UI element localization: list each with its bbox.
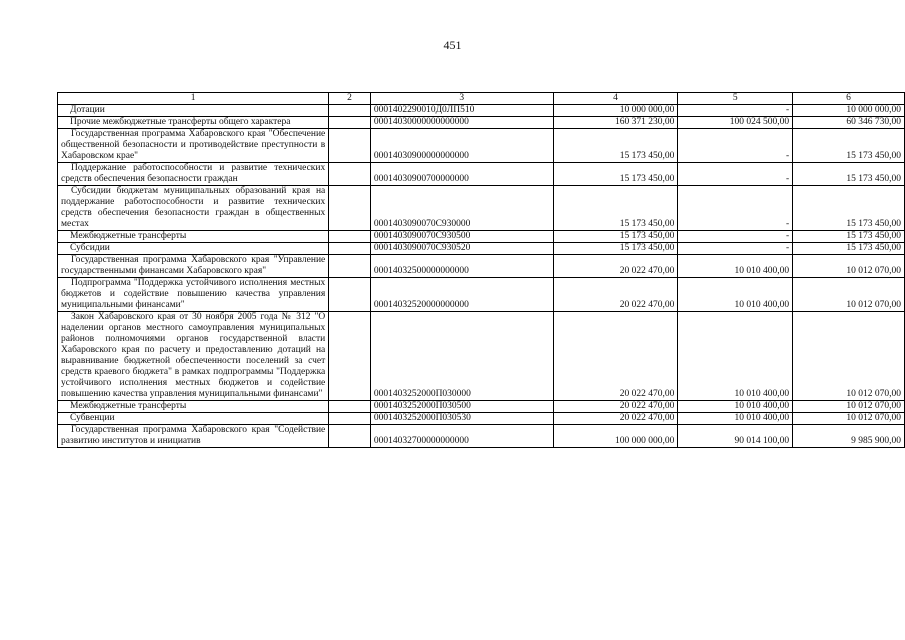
row-amount-col6: 10 012 070,00 bbox=[793, 312, 905, 401]
table-body bbox=[58, 105, 905, 448]
row-name: Подпрограмма "Поддержка устойчивого исполнения местных бюджетов и содействие повышению качества управления муниципальными финансами" bbox=[58, 278, 329, 312]
row-amount-total: 15 173 450,00 bbox=[553, 163, 678, 186]
row-name: Государственная программа Хабаровского края "Содействие развитию институтов и инициатив bbox=[58, 425, 329, 448]
header-col-2: 2 bbox=[329, 93, 371, 105]
row-amount-col5: 10 010 400,00 bbox=[678, 312, 793, 401]
table-header bbox=[58, 93, 905, 105]
row-col2 bbox=[329, 117, 371, 129]
row-amount-col6: 10 000 000,00 bbox=[793, 105, 905, 117]
header-col-1: 1 bbox=[58, 93, 329, 105]
table-row bbox=[58, 425, 905, 448]
row-amount-col6: 60 346 730,00 bbox=[793, 117, 905, 129]
table-row bbox=[58, 129, 905, 163]
row-amount-col6: 15 173 450,00 bbox=[793, 129, 905, 163]
page-number: 451 bbox=[443, 38, 462, 52]
row-code: 00014030900700000000 bbox=[370, 163, 553, 186]
header-col-6: 6 bbox=[793, 93, 905, 105]
table-row bbox=[58, 243, 905, 255]
row-amount-col6: 10 012 070,00 bbox=[793, 278, 905, 312]
row-code: 00014032700000000000 bbox=[370, 425, 553, 448]
row-amount-col6: 10 012 070,00 bbox=[793, 401, 905, 413]
row-col2 bbox=[329, 186, 371, 231]
row-amount-col5: - bbox=[678, 129, 793, 163]
row-code: 00014030000000000000 bbox=[370, 117, 553, 129]
row-name: Государственная программа Хабаровского края "Управление государственными финансами Хабаровского края" bbox=[58, 255, 329, 278]
row-code: 0001403252000П030500 bbox=[370, 401, 553, 413]
row-amount-col5: 90 014 100,00 bbox=[678, 425, 793, 448]
row-amount-col6: 10 012 070,00 bbox=[793, 413, 905, 425]
row-amount-total: 15 173 450,00 bbox=[553, 129, 678, 163]
row-code: 0001402290010Д0ЛП510 bbox=[370, 105, 553, 117]
row-amount-col6: 15 173 450,00 bbox=[793, 231, 905, 243]
row-col2 bbox=[329, 278, 371, 312]
row-amount-col5: 100 024 500,00 bbox=[678, 117, 793, 129]
row-amount-col6: 15 173 450,00 bbox=[793, 186, 905, 231]
row-code: 00014032500000000000 bbox=[370, 255, 553, 278]
header-col-5: 5 bbox=[678, 93, 793, 105]
row-code: 0001403252000П030530 bbox=[370, 413, 553, 425]
row-code: 00014030900000000000 bbox=[370, 129, 553, 163]
row-col2 bbox=[329, 413, 371, 425]
row-col2 bbox=[329, 129, 371, 163]
row-amount-col5: 10 010 400,00 bbox=[678, 255, 793, 278]
table-row bbox=[58, 186, 905, 231]
row-col2 bbox=[329, 425, 371, 448]
row-col2 bbox=[329, 163, 371, 186]
row-amount-total: 20 022 470,00 bbox=[553, 255, 678, 278]
row-amount-col6: 9 985 900,00 bbox=[793, 425, 905, 448]
row-amount-total: 20 022 470,00 bbox=[553, 312, 678, 401]
row-col2 bbox=[329, 231, 371, 243]
row-name: Субсидии бюджетам муниципальных образований края на поддержание работоспособности и развитие технических средств обеспечения безопасности граждан в общественных местах bbox=[58, 186, 329, 231]
row-amount-col5: 10 010 400,00 bbox=[678, 278, 793, 312]
header-col-3: 3 bbox=[370, 93, 553, 105]
row-name: Поддержание работоспособности и развитие технических средств обеспечения безопасности граждан bbox=[58, 163, 329, 186]
row-col2 bbox=[329, 401, 371, 413]
table-row bbox=[58, 117, 905, 129]
table-row bbox=[58, 312, 905, 401]
row-col2 bbox=[329, 243, 371, 255]
row-amount-col5: - bbox=[678, 105, 793, 117]
row-amount-total: 15 173 450,00 bbox=[553, 186, 678, 231]
row-amount-total: 20 022 470,00 bbox=[553, 413, 678, 425]
row-name: Межбюджетные трансферты bbox=[58, 231, 329, 243]
row-name: Государственная программа Хабаровского края "Обеспечение общественной безопасности и противодействие преступности в Хабаровском крае" bbox=[58, 129, 329, 163]
row-amount-col6: 10 012 070,00 bbox=[793, 255, 905, 278]
table-row bbox=[58, 163, 905, 186]
row-code: 0001403252000П030000 bbox=[370, 312, 553, 401]
row-name: Межбюджетные трансферты bbox=[58, 401, 329, 413]
row-code: 0001403090070С930500 bbox=[370, 231, 553, 243]
row-amount-col5: - bbox=[678, 163, 793, 186]
table-row bbox=[58, 401, 905, 413]
row-amount-col5: - bbox=[678, 231, 793, 243]
table-row bbox=[58, 413, 905, 425]
row-amount-col6: 15 173 450,00 bbox=[793, 163, 905, 186]
row-amount-total: 160 371 230,00 bbox=[553, 117, 678, 129]
row-col2 bbox=[329, 105, 371, 117]
row-amount-col5: - bbox=[678, 243, 793, 255]
row-amount-col5: - bbox=[678, 186, 793, 231]
table-row bbox=[58, 255, 905, 278]
row-code: 0001403090070С930520 bbox=[370, 243, 553, 255]
row-col2 bbox=[329, 255, 371, 278]
row-amount-total: 20 022 470,00 bbox=[553, 401, 678, 413]
header-col-4: 4 bbox=[553, 93, 678, 105]
table-row bbox=[58, 278, 905, 312]
row-amount-total: 10 000 000,00 bbox=[553, 105, 678, 117]
row-amount-total: 20 022 470,00 bbox=[553, 278, 678, 312]
table-row bbox=[58, 105, 905, 117]
row-amount-col5: 10 010 400,00 bbox=[678, 413, 793, 425]
header-row bbox=[58, 93, 905, 105]
row-code: 0001403090070С930000 bbox=[370, 186, 553, 231]
row-name: Прочие межбюджетные трансферты общего характера bbox=[58, 117, 329, 129]
row-col2 bbox=[329, 312, 371, 401]
row-code: 00014032520000000000 bbox=[370, 278, 553, 312]
row-name: Дотации bbox=[58, 105, 329, 117]
row-amount-col6: 15 173 450,00 bbox=[793, 243, 905, 255]
row-name: Субвенции bbox=[58, 413, 329, 425]
row-name: Субсидии bbox=[58, 243, 329, 255]
budget-table bbox=[57, 92, 905, 448]
table-row bbox=[58, 231, 905, 243]
row-amount-col5: 10 010 400,00 bbox=[678, 401, 793, 413]
row-amount-total: 100 000 000,00 bbox=[553, 425, 678, 448]
row-name: Закон Хабаровского края от 30 ноября 2005 года № 312 "О наделении органов местного самоуправления муниципальных районов полномочиями органов государственной власти Хабаровского края по расчету и предоставлению дотаций на выравнивание бюджетной обеспеченности поселений за счет средств краевого бюджета" в рамках подпрограммы "Поддержка устойчивого исполнения местных бюджетов и содействие повышению качества управления муниципальными финансами" bbox=[58, 312, 329, 401]
row-amount-total: 15 173 450,00 bbox=[553, 231, 678, 243]
row-amount-total: 15 173 450,00 bbox=[553, 243, 678, 255]
